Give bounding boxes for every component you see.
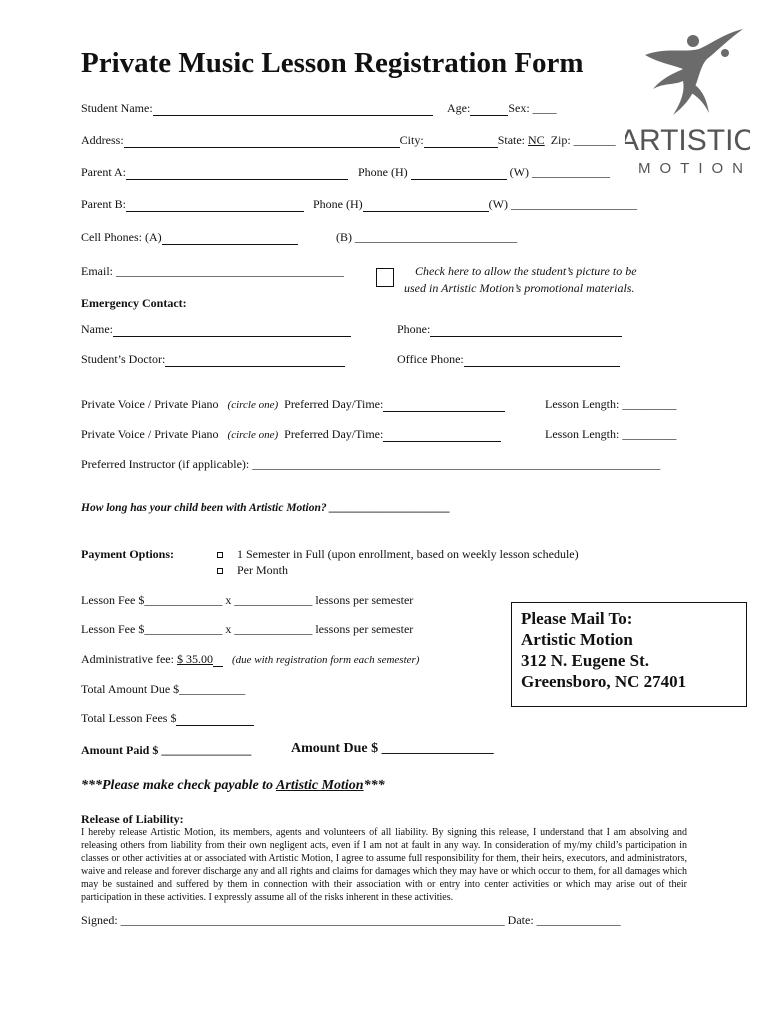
office-phone-field[interactable]	[464, 353, 620, 367]
parent-a-label: Parent A:	[81, 165, 126, 179]
parent-a-phone-h-label: Phone (H)	[358, 165, 408, 179]
lesson-type-1[interactable]: Private Voice / Private Piano	[81, 397, 219, 411]
mail-to-city: Greensboro, NC 27401	[521, 672, 687, 691]
emergency-contact-heading: Emergency Contact:	[81, 296, 187, 310]
parent-a-phone-w-field[interactable]: (W) _____________	[509, 165, 610, 179]
age-label: Age:	[447, 101, 471, 115]
check-payable-name: Artistic Motion	[276, 778, 364, 793]
release-text: I hereby release Artistic Motion, its members, agents and volunteers of all liability. By signing this release, I understand that I am absolving and releasing others from liability from their own negligent acts, even if I am not at fault in any way. In consideration of my/my child’s participation in classes or other activities at or associated with Artistic Motion, I agree to assume full responsibility for them, their heirs, executors, and administrators, waive and release and forever discharge any and all rights and claims for damages which they may have or which occur to them, for all damages which may be sustained and suffered by them in connection with their association with or entry into center activities or which may arise out of their participation in these activities. I expressly assume all of the risks inherent in these activities.	[81, 827, 687, 903]
amount-due-field[interactable]: Amount Due $ ________________	[291, 741, 494, 756]
age-field[interactable]	[470, 102, 508, 116]
office-phone-label: Office Phone:	[397, 352, 464, 366]
how-long-field[interactable]: How long has your child been with Artistic Motion? _____________________	[81, 502, 451, 514]
parent-b-phone-h-label: Phone (H)	[313, 197, 363, 211]
admin-fee-label: Administrative fee:	[81, 652, 174, 666]
doctor-field[interactable]	[165, 353, 345, 367]
email-field[interactable]: Email: ______________________________________	[81, 264, 344, 278]
lesson-length-2[interactable]: Lesson Length: _________	[545, 427, 677, 441]
mail-to-heading: Please Mail To:	[521, 609, 633, 628]
preferred-day-label-1: Preferred Day/Time:	[284, 397, 384, 411]
circle-one-note-2: (circle one)	[227, 429, 279, 441]
emergency-phone-field[interactable]	[430, 323, 622, 337]
lesson-type-2[interactable]: Private Voice / Private Piano	[81, 427, 219, 441]
cell-a-field[interactable]	[162, 231, 298, 245]
city-field[interactable]	[424, 134, 498, 148]
cell-b-field[interactable]: (B) ___________________________	[336, 230, 517, 244]
city-label: City:	[399, 133, 424, 147]
zip-field[interactable]: Zip: _______	[550, 133, 616, 147]
preferred-day-field-2[interactable]	[383, 428, 501, 442]
address-label: Address:	[81, 133, 124, 147]
release-heading: Release of Liability:	[81, 812, 184, 826]
amount-paid-field[interactable]: Amount Paid $ _______________	[81, 743, 252, 757]
mail-to-street: 312 N. Eugene St.	[521, 651, 649, 670]
check-payable-note: ***Please make check payable to Artistic Motion***	[81, 778, 385, 793]
payment-monthly-label: Per Month	[237, 563, 288, 577]
photo-consent-text-1: Check here to allow the student’s picture to be	[415, 264, 637, 278]
admin-fee-value: $ 35.00	[176, 652, 213, 666]
parent-b-phone-h-field[interactable]	[363, 198, 489, 212]
parent-b-phone-w-field[interactable]: (W) _____________________	[488, 197, 637, 211]
student-name-label: Student Name:	[81, 101, 153, 115]
emergency-name-field[interactable]	[113, 323, 351, 337]
total-amount-due-field[interactable]: Total Amount Due $___________	[81, 682, 246, 696]
total-lesson-fees-label: Total Lesson Fees $	[81, 711, 177, 725]
preferred-day-label-2: Preferred Day/Time:	[284, 427, 384, 441]
preferred-day-field-1[interactable]	[383, 398, 505, 412]
sex-label[interactable]: Sex: ____	[508, 101, 557, 115]
parent-b-label: Parent B:	[81, 197, 126, 211]
payment-options-label: Payment Options:	[81, 547, 174, 561]
parent-b-field[interactable]	[126, 198, 304, 212]
svg-text:MOTION: MOTION	[638, 160, 750, 177]
parent-a-field[interactable]	[126, 166, 348, 180]
student-name-field[interactable]	[153, 102, 433, 116]
parent-a-phone-h-field[interactable]	[411, 166, 507, 180]
payment-monthly-checkbox[interactable]	[217, 568, 223, 574]
page-title: Private Music Lesson Registration Form	[81, 47, 584, 79]
total-lesson-fees-field[interactable]	[176, 712, 254, 726]
lesson-fee-1[interactable]: Lesson Fee $_____________ x _____________ lessons per semester	[81, 593, 414, 607]
mail-to-box	[511, 602, 747, 707]
dancer-logo-icon	[625, 25, 750, 185]
circle-one-note-1: (circle one)	[227, 399, 279, 411]
payment-full-checkbox[interactable]	[217, 552, 223, 558]
lesson-fee-2[interactable]: Lesson Fee $_____________ x _____________ lessons per semester	[81, 622, 414, 636]
doctor-label: Student’s Doctor:	[81, 352, 166, 366]
payment-full-label: 1 Semester in Full (upon enrollment, based on weekly lesson schedule)	[237, 547, 579, 561]
state-label: State:	[497, 133, 526, 147]
emergency-name-label: Name:	[81, 322, 113, 336]
mail-to-name: Artistic Motion	[521, 630, 633, 649]
photo-consent-checkbox[interactable]	[376, 268, 394, 287]
admin-fee-note: (due with registration form each semester)	[231, 654, 420, 666]
cell-a-label: Cell Phones: (A)	[81, 230, 162, 244]
state-value[interactable]: NC	[528, 133, 545, 147]
preferred-instructor-field[interactable]: Preferred Instructor (if applicable): ____________________________________________________________________	[81, 457, 661, 471]
svg-text:ARTISTIC: ARTISTIC	[625, 124, 750, 157]
emergency-phone-label: Phone:	[397, 322, 431, 336]
artistic-motion-logo	[625, 25, 750, 185]
address-field[interactable]	[124, 134, 400, 148]
signature-date-field[interactable]: Signed: ________________________________________________________________ Date: ______________	[81, 913, 621, 927]
lesson-length-1[interactable]: Lesson Length: _________	[545, 397, 677, 411]
photo-consent-text-2: used in Artistic Motion’s promotional materials.	[404, 281, 635, 295]
